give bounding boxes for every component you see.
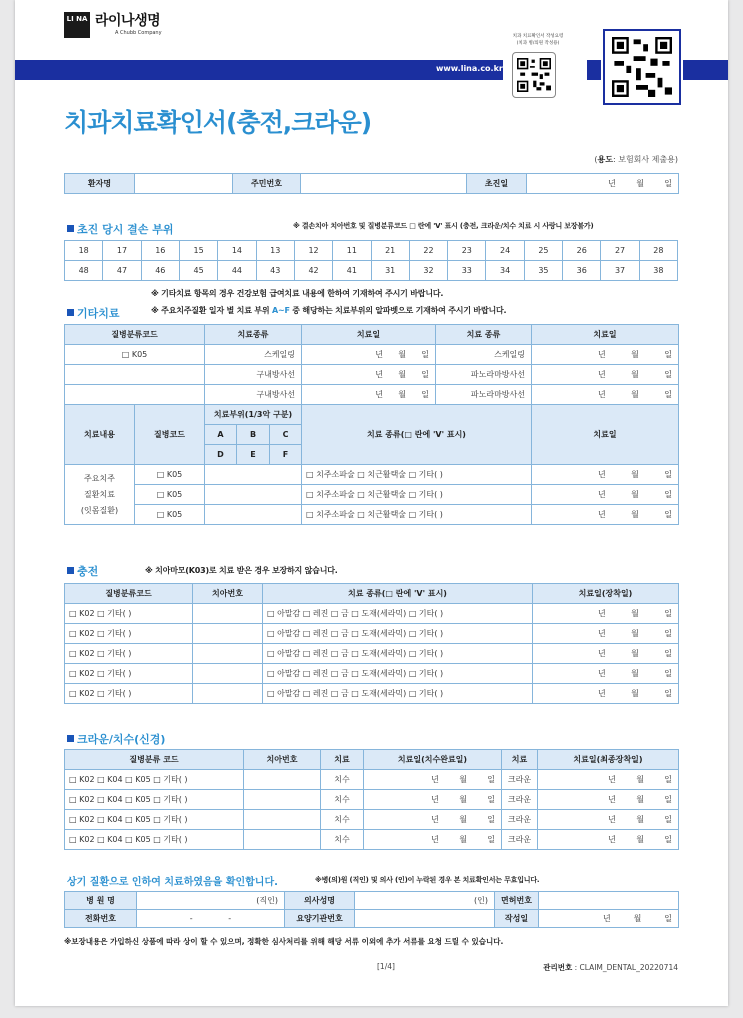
missing-teeth-note: ※ 결손치아 치아번호 및 질병분류코드 □ 란에 'V' 표시 (충전, 크라운/치수 치료 시 사랑니 보장불가) (293, 222, 594, 230)
doctor-label: 의사성명 (285, 892, 355, 910)
tooth-cell[interactable]: 12 (294, 241, 332, 261)
date-field[interactable]: 년 월 일 (302, 385, 436, 405)
date-field[interactable]: 년 월 일 (532, 345, 679, 365)
h-date1: 치료일(치수완료일) (364, 750, 502, 770)
tooth-field[interactable] (244, 790, 321, 810)
tooth-cell[interactable]: 35 (524, 261, 562, 281)
h-code: 질병분류 코드 (65, 750, 244, 770)
scaling-label: 스케일링 (436, 345, 532, 365)
other-treatment-table (64, 324, 679, 405)
h-date2: 치료일 (532, 325, 679, 345)
site-field[interactable] (205, 485, 302, 505)
hospital-label: 병 원 명 (65, 892, 137, 910)
filling-row (65, 664, 679, 684)
date-field[interactable]: 년 월 일 (532, 465, 679, 485)
date-field[interactable]: 년 월 일 (302, 365, 436, 385)
logo-mark: LI NA (64, 12, 90, 38)
patient-name-field[interactable] (135, 174, 233, 194)
h-treat2: 치료 (502, 750, 538, 770)
date-field[interactable]: 년 월 일 (533, 604, 679, 624)
h-site: 치료부위(1/3악 구분) (205, 405, 302, 425)
kind-options[interactable]: □ 아말감 □ 레진 □ 금 □ 도재(세라믹) □ 기타( ) (263, 644, 533, 664)
phone-label: 전화번호 (65, 910, 137, 928)
k05-checkbox[interactable]: □ K05 (65, 345, 205, 365)
h-content: 치료내용 (65, 405, 135, 465)
form-page (15, 0, 728, 1006)
tooth-cell[interactable]: 23 (448, 241, 486, 261)
inst-field[interactable] (355, 910, 495, 928)
date-field[interactable]: 년 월 일 (364, 830, 502, 850)
h-dcode: 질병코드 (135, 405, 205, 465)
missing-teeth-table (64, 240, 678, 281)
first-visit-label: 초진일 (467, 174, 527, 194)
website-url[interactable]: www.lina.co.kr (436, 64, 503, 73)
patient-id-label: 주민번호 (233, 174, 301, 194)
code-options[interactable]: □ K02 □ K04 □ K05 □ 기타( ) (65, 830, 244, 850)
empty-cell[interactable] (65, 365, 205, 385)
tooth-cell[interactable]: 22 (409, 241, 447, 261)
crown-row (65, 810, 679, 830)
site-field[interactable] (205, 465, 302, 485)
pulp-label: 치수 (321, 810, 364, 830)
date-field[interactable]: 년 월 일 (302, 345, 436, 365)
qr-code-icon (517, 57, 551, 93)
patient-name-label: 환자명 (65, 174, 135, 194)
tooth-cell[interactable]: 16 (141, 241, 179, 261)
tooth-row-upper (65, 241, 678, 261)
tooth-cell[interactable]: 45 (179, 261, 217, 281)
written-date-field[interactable]: 년 월 일 (539, 910, 679, 928)
h-tooth: 치아번호 (244, 750, 321, 770)
phone-field[interactable]: - - (137, 910, 285, 928)
license-field[interactable] (539, 892, 679, 910)
tooth-cell[interactable]: 38 (639, 261, 677, 281)
tooth-cell[interactable]: 21 (371, 241, 409, 261)
date-field[interactable]: 년 월 일 (533, 684, 679, 704)
pulp-label: 치수 (321, 790, 364, 810)
tooth-cell[interactable]: 14 (218, 241, 256, 261)
h-tooth: 치아번호 (193, 584, 263, 604)
scaling-label: 스케일링 (205, 345, 302, 365)
tooth-cell[interactable]: 43 (256, 261, 294, 281)
tooth-cell[interactable]: 11 (333, 241, 371, 261)
tooth-cell[interactable]: 32 (409, 261, 447, 281)
date-field[interactable]: 년 월 일 (532, 505, 679, 525)
perio-options[interactable]: □ 치주소파술 □ 치근활택술 □ 기타( ) (302, 505, 532, 525)
perio-options[interactable]: □ 치주소파술 □ 치근활택술 □ 기타( ) (302, 485, 532, 505)
h-kind: 치료종류 (205, 325, 302, 345)
brand-sub: A Chubb Company (115, 30, 162, 36)
crown-row (65, 770, 679, 790)
code-options[interactable]: □ K02 □ 기타( ) (65, 664, 193, 684)
qr-code-icon (611, 37, 673, 97)
qr-note: 치과 치료확인서 작성요령 (치과 병/의원 작성용) (512, 34, 564, 46)
date-field[interactable]: 년 월 일 (538, 770, 679, 790)
code-options[interactable]: □ K02 □ K04 □ K05 □ 기타( ) (65, 770, 244, 790)
tooth-cell[interactable]: 33 (448, 261, 486, 281)
hospital-field[interactable]: (직인) (137, 892, 285, 910)
site-b: B (237, 425, 270, 445)
management-number: 관리번호 : CLAIM_DENTAL_20220714 (543, 963, 678, 972)
date-field[interactable]: 년 월 일 (364, 790, 502, 810)
kind-options[interactable]: □ 아말감 □ 레진 □ 금 □ 도재(세라믹) □ 기타( ) (263, 624, 533, 644)
tooth-cell[interactable]: 46 (141, 261, 179, 281)
tooth-cell[interactable]: 18 (65, 241, 103, 261)
perio-options[interactable]: □ 치주소파술 □ 치근활택술 □ 기타( ) (302, 465, 532, 485)
first-visit-field[interactable]: 년 월 일 (527, 174, 679, 194)
tooth-cell[interactable]: 25 (524, 241, 562, 261)
crown-label: 크라운 (502, 790, 538, 810)
crown-label: 크라운 (502, 770, 538, 790)
tooth-field[interactable] (193, 604, 263, 624)
site-d: D (205, 445, 237, 465)
qr-code-large[interactable] (603, 29, 681, 105)
date-field[interactable]: 년 월 일 (533, 664, 679, 684)
site-field[interactable] (205, 505, 302, 525)
tooth-cell[interactable]: 34 (486, 261, 524, 281)
tooth-field[interactable] (244, 830, 321, 850)
k05-checkbox[interactable]: □ K05 (135, 465, 205, 485)
tooth-field[interactable] (244, 770, 321, 790)
filling-row (65, 604, 679, 624)
date-field[interactable]: 년 월 일 (364, 770, 502, 790)
h-kind: 치료 종류(□ 란에 'V' 표시) (263, 584, 533, 604)
license-label: 면허번호 (495, 892, 539, 910)
tooth-field[interactable] (244, 810, 321, 830)
code-options[interactable]: □ K02 □ 기타( ) (65, 604, 193, 624)
pulp-label: 치수 (321, 830, 364, 850)
inst-label: 요양기관번호 (285, 910, 355, 928)
usage-note: (용도: 보험회사 제출용) (594, 155, 678, 164)
confirm-note: ※병(의)원 (직인) 및 의사 (인)이 누락된 경우 본 치료확인서는 무효입니다. (315, 876, 540, 884)
page-title: 치과치료확인서(충전,크라운) (64, 108, 372, 137)
date-field[interactable]: 년 월 일 (538, 810, 679, 830)
missing-teeth-heading: 초진 당시 결손 부위 (67, 221, 174, 237)
date-field[interactable]: 년 월 일 (532, 485, 679, 505)
kind-options[interactable]: □ 아말감 □ 레진 □ 금 □ 도재(세라믹) □ 기타( ) (263, 664, 533, 684)
code-options[interactable]: □ K02 □ K04 □ K05 □ 기타( ) (65, 790, 244, 810)
h-kind2: 치료 종류 (436, 325, 532, 345)
pano-xray-label: 파노라마방사선 (436, 365, 532, 385)
site-c: C (270, 425, 302, 445)
site-e: E (237, 445, 270, 465)
crown-label: 크라운 (502, 810, 538, 830)
brand-name: 라이나생명 (95, 13, 161, 29)
date-field[interactable]: 년 월 일 (532, 365, 679, 385)
pulp-label: 치수 (321, 770, 364, 790)
tooth-cell[interactable]: 47 (103, 261, 141, 281)
pano-xray-label: 파노라마방사선 (436, 385, 532, 405)
filling-note: ※ 치아마모(K03)로 치료 받은 경우 보장하지 않습니다. (145, 566, 338, 575)
lina-logo (64, 12, 162, 38)
filling-heading: 충전 (67, 563, 98, 579)
tooth-cell[interactable]: 42 (294, 261, 332, 281)
written-label: 작성일 (495, 910, 539, 928)
h-date: 치료일(장착일) (533, 584, 679, 604)
h-date: 치료일 (302, 325, 436, 345)
h-date3: 치료일 (532, 405, 679, 465)
doctor-field[interactable]: (인) (355, 892, 495, 910)
filling-row (65, 684, 679, 704)
tooth-cell[interactable]: 44 (218, 261, 256, 281)
h-treat: 치료 (321, 750, 364, 770)
patient-id-field[interactable] (301, 174, 467, 194)
crown-row (65, 790, 679, 810)
filling-row (65, 644, 679, 664)
date-field[interactable]: 년 월 일 (364, 810, 502, 830)
h-code: 질병분류코드 (65, 584, 193, 604)
page-number: [1/4] (377, 962, 395, 971)
tooth-cell[interactable]: 28 (639, 241, 677, 261)
date-field[interactable]: 년 월 일 (538, 790, 679, 810)
code-options[interactable]: □ K02 □ 기타( ) (65, 684, 193, 704)
tooth-field[interactable] (193, 644, 263, 664)
site-f: F (270, 445, 302, 465)
tooth-cell[interactable]: 48 (65, 261, 103, 281)
crown-row (65, 830, 679, 850)
date-field[interactable]: 년 월 일 (532, 385, 679, 405)
footer-note: ※보장내용은 가입하신 상품에 따라 상이 할 수 있으며, 정확한 심사처리를 위해 해당 서류 이외에 추가 서류를 요청 드릴 수 있습니다. (64, 937, 504, 946)
empty-cell[interactable] (65, 385, 205, 405)
tooth-cell[interactable]: 37 (601, 261, 639, 281)
h-date2: 치료일(최종장착일) (538, 750, 679, 770)
kind-options[interactable]: □ 아말감 □ 레진 □ 금 □ 도재(세라믹) □ 기타( ) (263, 604, 533, 624)
crown-table (64, 749, 679, 850)
filling-table (64, 583, 679, 704)
qr-code-small[interactable] (512, 52, 556, 98)
tooth-cell[interactable]: 15 (179, 241, 217, 261)
tooth-cell[interactable]: 13 (256, 241, 294, 261)
perio-label: 주요치주 질환치료 (잇몸질환) (65, 465, 135, 525)
tooth-cell[interactable]: 27 (601, 241, 639, 261)
tooth-cell[interactable]: 17 (103, 241, 141, 261)
tooth-field[interactable] (193, 684, 263, 704)
signature-table (64, 891, 679, 928)
tooth-field[interactable] (193, 624, 263, 644)
periodontal-table (64, 404, 679, 525)
h-kind3: 치료 종류(□ 란에 'V' 표시) (302, 405, 532, 465)
h-code: 질병분류코드 (65, 325, 205, 345)
tooth-cell[interactable]: 31 (371, 261, 409, 281)
date-field[interactable]: 년 월 일 (533, 644, 679, 664)
site-a: A (205, 425, 237, 445)
code-options[interactable]: □ K02 □ K04 □ K05 □ 기타( ) (65, 810, 244, 830)
code-options[interactable]: □ K02 □ 기타( ) (65, 624, 193, 644)
tooth-cell[interactable]: 36 (563, 261, 601, 281)
tooth-row-lower (65, 261, 678, 281)
filling-row (65, 624, 679, 644)
crown-label: 크라운 (502, 830, 538, 850)
crown-heading: 크라운/치수(신경) (67, 731, 165, 747)
tooth-cell[interactable]: 24 (486, 241, 524, 261)
date-field[interactable]: 년 월 일 (533, 624, 679, 644)
kind-options[interactable]: □ 아말감 □ 레진 □ 금 □ 도재(세라믹) □ 기타( ) (263, 684, 533, 704)
confirm-statement: 상기 질환으로 인하여 치료하였음을 확인합니다. (67, 877, 278, 888)
tooth-cell[interactable]: 26 (563, 241, 601, 261)
mouth-xray-label: 구내방사선 (205, 385, 302, 405)
tooth-field[interactable] (193, 664, 263, 684)
patient-info-table (64, 173, 679, 194)
k05-checkbox[interactable]: □ K05 (135, 505, 205, 525)
other-note-1: ※ 기타치료 항목의 경우 건강보험 급여치료 내용에 한하여 기재하여 주시기 바랍니다. (151, 289, 444, 298)
other-note-2: ※ 주요치주질환 일자 별 치료 부위 A~F 중 해당하는 치료부위의 알파벳으로 기재하여 주시기 바랍니다. (151, 306, 507, 315)
other-treatment-heading: 기타치료 (67, 305, 120, 321)
code-options[interactable]: □ K02 □ 기타( ) (65, 644, 193, 664)
date-field[interactable]: 년 월 일 (538, 830, 679, 850)
tooth-cell[interactable]: 41 (333, 261, 371, 281)
mouth-xray-label: 구내방사선 (205, 365, 302, 385)
k05-checkbox[interactable]: □ K05 (135, 485, 205, 505)
